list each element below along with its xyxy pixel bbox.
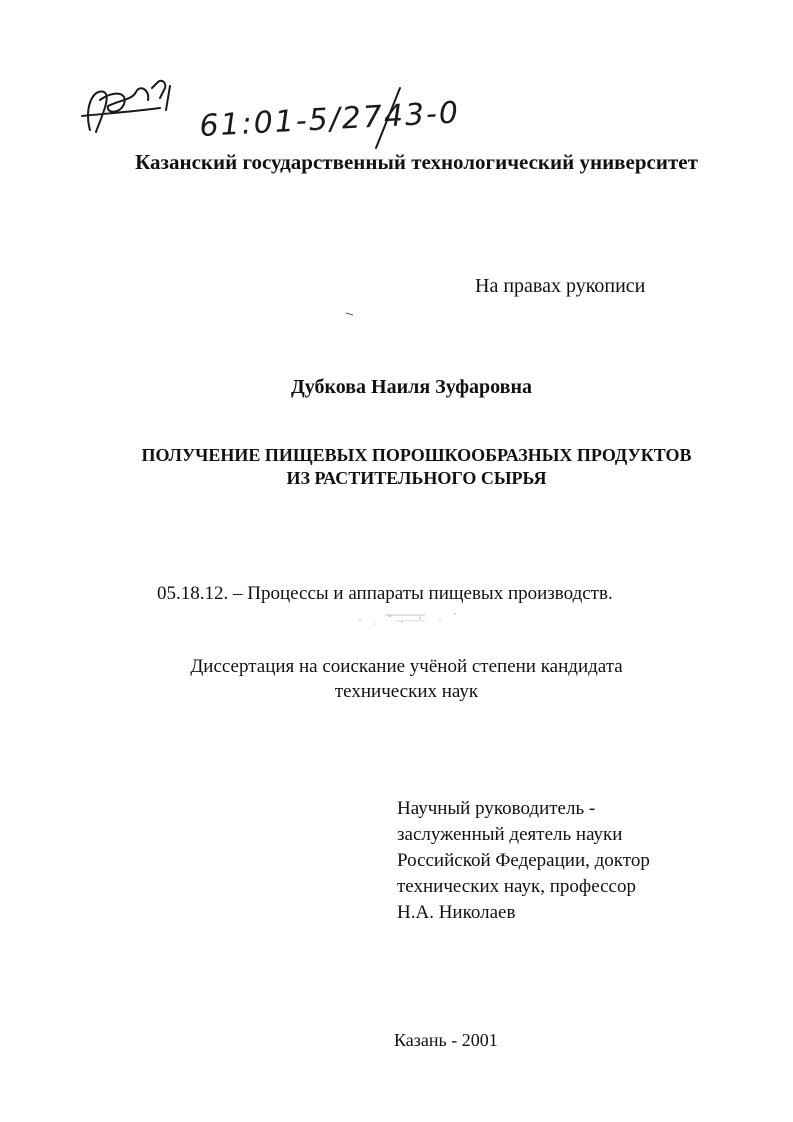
dissertation-title (0, 444, 793, 490)
scientific-supervisor (397, 796, 650, 926)
degree-statement (0, 654, 793, 704)
signature-scribble (88, 81, 170, 132)
degree-line: технических наук (334, 681, 479, 702)
university-name: Казанский государственный технологический университет (135, 150, 698, 174)
supervisor-line: Российской Федерации, доктор (397, 850, 650, 871)
title-line: ПОЛУЧЕНИЕ ПИЩЕВЫХ ПОРОШКООБРАЗНЫХ ПРОДУКТОВ (141, 445, 692, 465)
faded-stamp (330, 590, 480, 630)
degree-line: Диссертация на соискание учёной степени кандидата (190, 656, 623, 677)
stray-mark (346, 312, 354, 316)
supervisor-line: Н.А. Николаев (397, 902, 516, 923)
handwritten-annotation (70, 70, 550, 160)
registration-number: 61:01-5/2743-0 (198, 95, 461, 144)
supervisor-line: технических наук, профессор (397, 876, 636, 897)
title-line: ИЗ РАСТИТЕЛЬНОГО СЫРЬЯ (286, 468, 547, 488)
supervisor-line: заслуженный деятель науки (397, 824, 623, 845)
supervisor-line: Научный руководитель - (397, 798, 596, 819)
specialty-code: 05.18.12. – Процессы и аппараты пищевых производств. (157, 583, 613, 604)
city-and-year: Казань - 2001 (394, 1030, 498, 1050)
handwritten-signature-and-number (70, 70, 550, 160)
manuscript-rights-note: На правах рукописи (475, 275, 646, 297)
author-name: Дубкова Наиля Зуфаровна (290, 376, 533, 398)
